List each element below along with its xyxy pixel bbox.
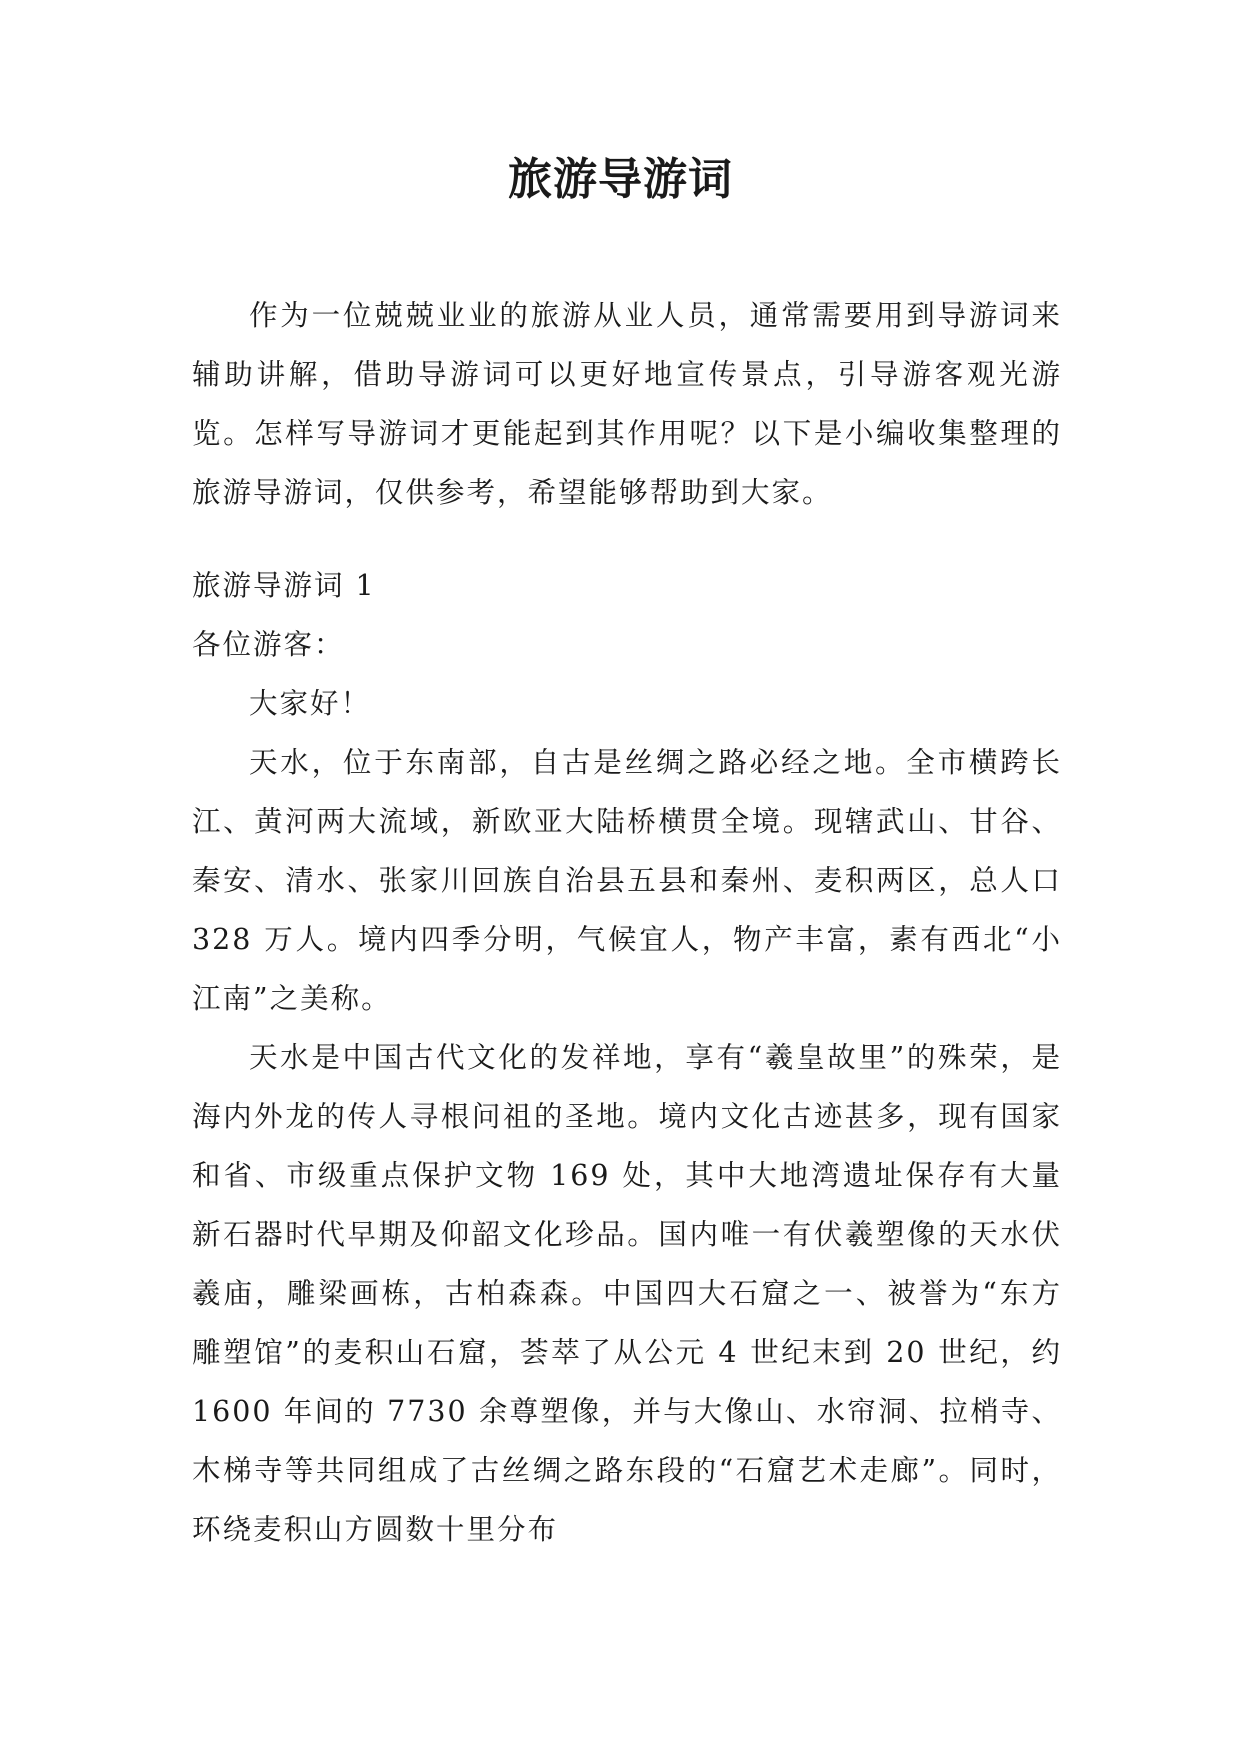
salutation: 各位游客： [192,628,345,661]
section-heading: 旅游导游词 1 [192,569,376,602]
document-body [192,286,1062,1559]
body-paragraph-1: 天水，位于东南部，自古是丝绸之路必经之地。全市横跨长江、黄河两大流域，新欧亚大陆桥横贯全境。现辖武山、甘谷、秦安、清水、张家川回族自治县五县和秦州、麦积两区，总人口 328 万人。境内四季分明，气候宜人，物产丰富，素有西北“小江南”之美称。 [192,746,1062,1015]
intro-paragraph: 作为一位兢兢业业的旅游从业人员，通常需要用到导游词来辅助讲解，借助导游词可以更好地宣传景点，引导游客观光游览。怎样写导游词才更能起到其作用呢？以下是小编收集整理的旅游导游词，仅供参考，希望能够帮助到大家。 [192,299,1062,509]
greeting: 大家好！ [249,687,372,720]
document-title: 旅游导游词 [508,154,733,205]
body-paragraph-2: 天水是中国古代文化的发祥地，享有“羲皇故里”的殊荣，是海内外龙的传人寻根问祖的圣地。境内文化古迹甚多，现有国家和省、市级重点保护文物 169 处，其中大地湾遗址保存有大量新石器时代早期及仰韶文化珍品。国内唯一有伏羲塑像的天水伏羲庙，雕梁画栋，古柏森森。中国四大石窟之一、被誉为“东方雕塑馆”的麦积山石窟，荟萃了从公元 4 世纪末到 20 世纪，约 1600 年间的 7730 余尊塑像，并与大像山、水帘洞、拉梢寺、木梯寺等共同组成了古丝绸之路东段的“石窟艺术走廊”。同时，环绕麦积山方圆数十里分布 [192,1041,1062,1546]
